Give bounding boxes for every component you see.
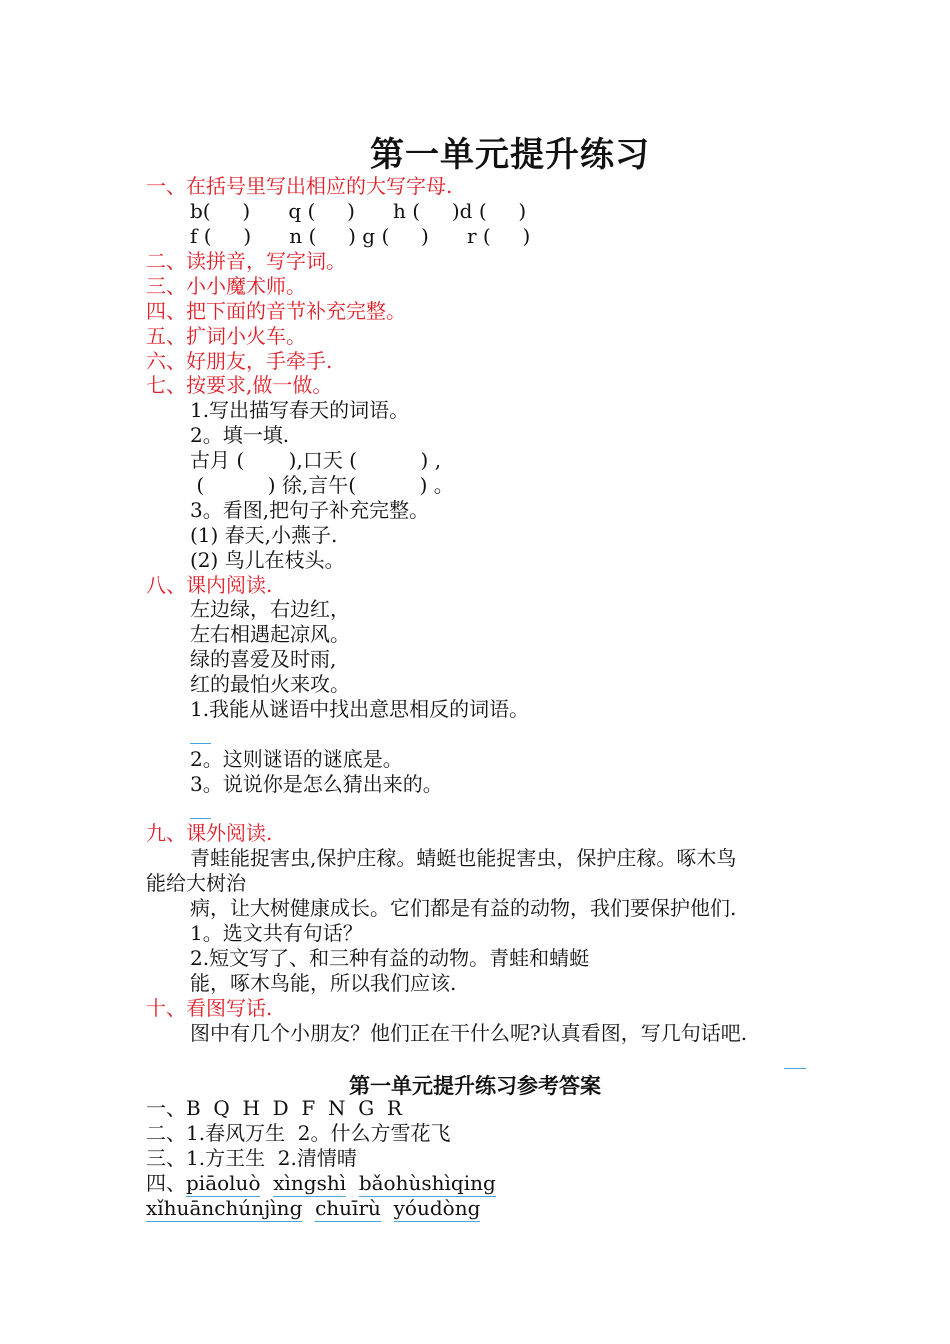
q9-passage-line-1: 青蛙能捉害虫,保护庄稼。蜻蜓也能捉害虫，保护庄稼。啄木鸟 — [190, 846, 737, 870]
pinyin-answer: xǐhuānchúnjìng — [146, 1196, 303, 1220]
q8-poem-line-3: 绿的喜爱及时雨, — [190, 647, 337, 671]
q8-heading: 八、课内阅读. — [146, 573, 273, 597]
pinyin-answer: bǎohùshìqing — [358, 1171, 496, 1195]
q9-passage-line-2: 病，让大树健康成长。它们都是有益的动物，我们要保护他们. — [190, 896, 737, 920]
q7-item-2b: ( ) 徐,言午( ) 。 — [190, 473, 454, 497]
pinyin-answer: yóudòng — [393, 1196, 481, 1220]
answer-4-continued — [146, 1196, 480, 1221]
q9-item-2b: 能，啄木鸟能，所以我们应该. — [190, 971, 457, 995]
q8-poem-line-2: 左右相遇起凉风。 — [190, 622, 350, 646]
q5-heading: 五、扩词小火车。 — [146, 324, 306, 348]
q3-heading: 三、小小魔术师。 — [146, 274, 306, 298]
q8-item-3: 3。说说你是怎么猜出来的。 — [190, 772, 443, 796]
answer-1: 一、B Q H D F N G R — [146, 1096, 402, 1120]
q10-heading: 十、看图写话. — [146, 996, 273, 1020]
pinyin-answer: chuīrù — [315, 1196, 381, 1220]
q8-item-1: 1.我能从谜语中找出意思相反的词语。 — [190, 697, 530, 721]
q1-heading: 一、在括号里写出相应的大写字母. — [146, 174, 453, 198]
q1-row2: f ( ) n ( ) g ( ) r ( ) — [190, 224, 531, 248]
page-title: 第一单元提升练习 — [370, 135, 650, 175]
q9-passage-line-1b: 能给大树治 — [146, 871, 246, 895]
q9-item-1: 1。选文共有句话？ — [190, 921, 363, 945]
q8-poem-line-1: 左边绿，右边红， — [190, 597, 350, 621]
q7-item-3a: (1) 春天,小燕子. — [190, 523, 338, 547]
q8-item-2: 2。这则谜语的谜底是。 — [190, 747, 403, 771]
q7-item-1: 1.写出描写春天的词语。 — [190, 398, 410, 422]
q8-poem-line-4: 红的最怕火来攻。 — [190, 672, 350, 696]
q2-heading: 二、读拼音，写字词。 — [146, 249, 346, 273]
answer-3: 三、1.方王生 2.清情晴 — [146, 1146, 357, 1170]
answer-2: 二、1.春风万生 2。什么方雪花飞 — [146, 1121, 451, 1145]
q7-item-3: 3。看图,把句子补充完整。 — [190, 498, 430, 522]
q7-item-2a: 古月 ( ),口天 ( ) , — [190, 448, 442, 472]
q7-item-2: 2。填一填. — [190, 423, 290, 447]
q10-prompt: 图中有几个小朋友？他们正在干什么呢?认真看图，写几句话吧. — [190, 1021, 748, 1045]
q4-heading: 四、把下面的音节补充完整。 — [146, 299, 406, 323]
pinyin-answer: piāoluò — [186, 1171, 261, 1195]
pinyin-answer: xìngshì — [273, 1171, 347, 1195]
answer-blank — [190, 743, 211, 745]
answer-4 — [146, 1171, 496, 1196]
q1-row1: b( ) q ( ) h ( )d ( ) — [190, 199, 527, 223]
answer-4-prefix: 四、 — [146, 1171, 186, 1195]
q7-item-3b: (2) 鸟儿在枝头。 — [190, 548, 345, 572]
answers-title: 第一单元提升练习参考答案 — [349, 1073, 601, 1098]
answer-blank — [190, 818, 211, 820]
q7-heading: 七、按要求,做一做。 — [146, 373, 333, 397]
q6-heading: 六、好朋友，手牵手. — [146, 349, 333, 373]
q9-heading: 九、课外阅读. — [146, 821, 273, 845]
q9-item-2: 2.短文写了、和三种有益的动物。青蛙和蜻蜓 — [190, 946, 590, 970]
